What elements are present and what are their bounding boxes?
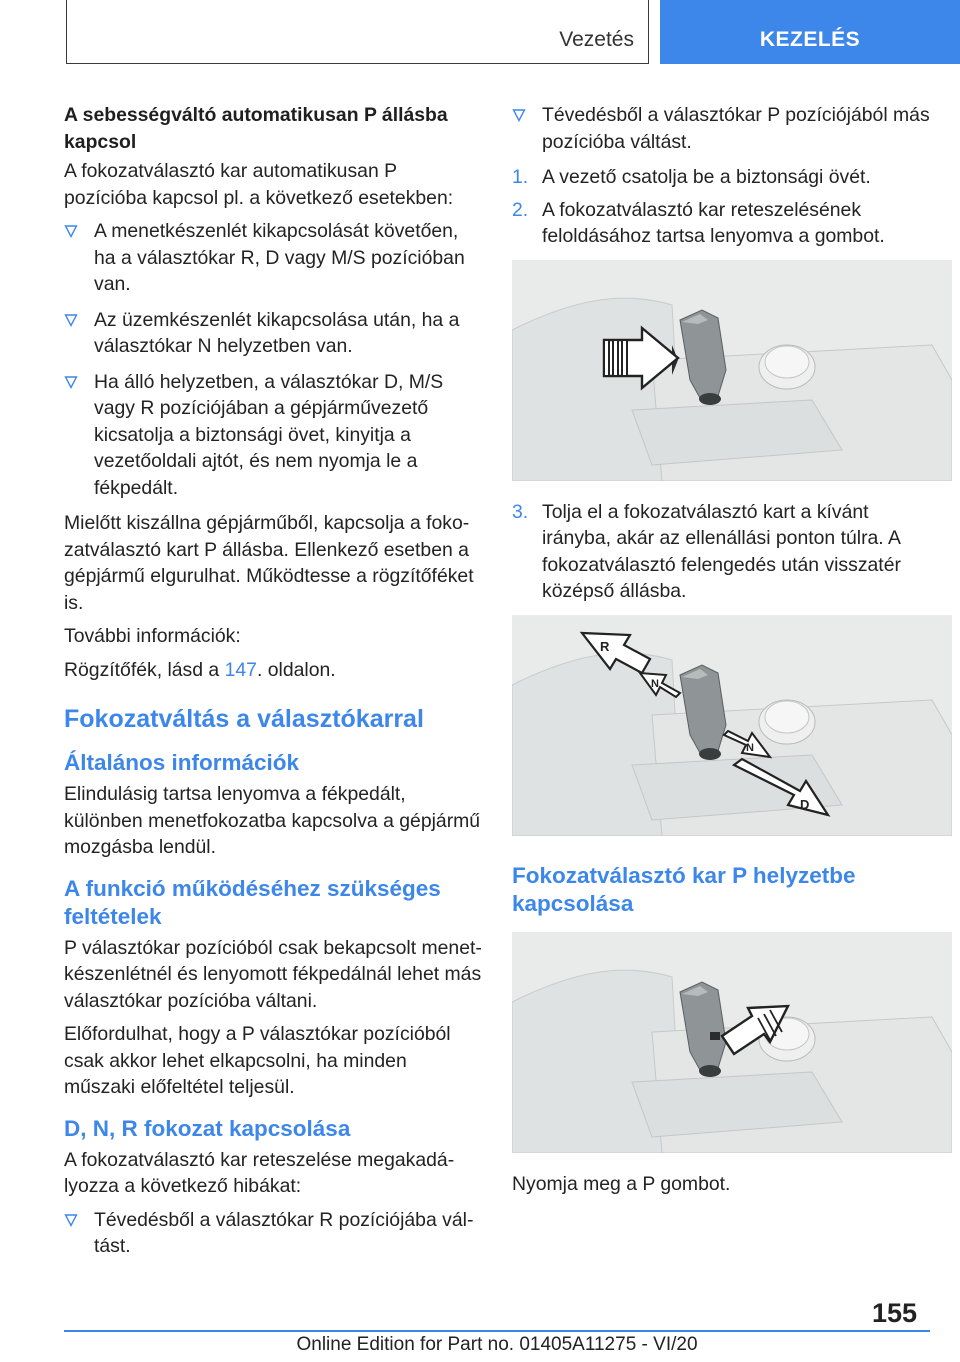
section-heading-p-position: Fokozatválasztó kar P helyzetbe kapcsolása	[512, 862, 856, 916]
step-item	[512, 197, 930, 250]
section-heading-prerequisites: A funkció működéséhez szükséges feltételek	[64, 875, 441, 929]
step-number: 3.	[512, 500, 529, 523]
steps-list-b	[512, 499, 930, 605]
figure-unlock-button	[512, 260, 952, 481]
figure-shift-directions	[512, 615, 952, 836]
section-heading-main: Fokozatváltás a választókarral	[64, 705, 424, 733]
steps-list-a	[512, 164, 930, 250]
auto-p-title: A sebességváltó automatikusan P állásba kapcsol	[64, 104, 448, 153]
left-column	[64, 102, 482, 1269]
dnr-text: A fokozatválasztó kar reteszelése megakadályozza a következő hibákat:	[64, 1148, 455, 1197]
list-item	[64, 1207, 482, 1260]
p-button-text: Nyomja meg a P gombot.	[512, 1172, 731, 1195]
label-d: D	[800, 796, 810, 812]
list-item-text: Ha álló helyzetben, a választókar D, M/S vagy R pozíciójában a gépjárművezető kicsatolja a biztonsági övet, kinyitja a vezetőoldali ajtót, és nem nyomja le a fékpedált.	[94, 370, 444, 499]
dnr-list-continued	[512, 102, 930, 155]
list-item-text: Tévedésből a választókar R pozíciójába váltást.	[94, 1208, 474, 1257]
list-item	[512, 102, 930, 155]
step-text: A fokozatválasztó kar reteszelésének feloldásához tartsa lenyomva a gombot.	[542, 198, 885, 247]
prerequisites-text-1: P választókar pozícióból csak bekapcsolt menetkészenlétnél és lenyomott fékpedálnál lehet más választókar pozícióba váltani.	[64, 936, 482, 1012]
footer-edition: Online Edition for Part no. 01405A11275 - VI/20	[296, 1334, 698, 1355]
triangle-bullet-icon	[512, 108, 526, 122]
gear-selector-unlock-illustration	[512, 260, 952, 481]
list-item	[64, 218, 482, 298]
header-chapter-label: KEZELÉS	[759, 28, 861, 51]
label-n-down: N	[746, 741, 754, 754]
triangle-bullet-icon	[64, 224, 78, 238]
header-chapter-tab[interactable]	[660, 0, 960, 64]
list-item	[64, 307, 482, 360]
list-item-text: A menetkészenlét kikapcsolását követően, ha a választókar R, D vagy M/S pozícióban van.	[94, 220, 465, 295]
step-text: Tolja el a fokozatválasztó kart a kívánt irányba, akár az ellenállási ponton túlra. A fokozatválasztó felengedés után visszatér középső állásba.	[542, 500, 901, 602]
footer-divider	[64, 1330, 930, 1332]
dnr-list	[64, 1207, 482, 1260]
auto-p-intro: A fokozatválasztó kar automatikusan P pozícióba kapcsol pl. a következő esetekben:	[64, 160, 454, 209]
step-number: 1.	[512, 166, 529, 188]
prerequisites-text-2: Előfordulhat, hogy a P választókar pozícióból csak akkor lehet elkapcsolni, ha minden műszaki előfeltétel teljesül.	[64, 1023, 451, 1098]
reference-page-link[interactable]: 147	[224, 658, 257, 681]
reference-suffix: . oldalon.	[256, 658, 336, 681]
list-item-text: Az üzemkészenlét kikapcsolása után, ha a választókar N helyzetben van.	[94, 308, 460, 357]
step-item	[512, 164, 930, 191]
reference-line	[64, 657, 482, 684]
list-item-text: Tévedésből a választókar P pozíciójából más pozícióba váltást.	[542, 104, 930, 153]
triangle-bullet-icon	[64, 375, 78, 389]
header-section-label: Vezetés	[559, 28, 634, 51]
right-column	[512, 102, 930, 1204]
section-heading-dnr: D, N, R fokozat kapcsolása	[64, 1115, 351, 1141]
label-r: R	[600, 638, 610, 654]
triangle-bullet-icon	[64, 1213, 78, 1227]
gear-selector-p-button-illustration	[512, 932, 952, 1153]
list-item	[64, 369, 482, 502]
auto-p-warning: Mielőtt kiszállna gépjárműből, kapcsolja a fokozatválasztó kart P állásba. Ellenkező esetben a gépjármű elgurulhat. Működtesse a rögzítőféket is.	[64, 512, 474, 614]
step-text: A vezető csatolja be a biztonsági övét.	[542, 166, 871, 188]
page-number: 155	[872, 1298, 918, 1328]
triangle-bullet-icon	[64, 313, 78, 327]
step-number: 2.	[512, 198, 529, 221]
auto-p-list	[64, 218, 482, 501]
header-section-tab	[66, 0, 649, 64]
more-info-label: További információk:	[64, 625, 241, 647]
general-text: Elindulásig tartsa lenyomva a fékpedált, különben menetfokozatba kapcsolva a gépjármű mozgásba lendül.	[64, 783, 481, 858]
gear-selector-directions-illustration	[512, 615, 952, 836]
figure-p-button	[512, 932, 952, 1153]
step-item	[512, 499, 930, 605]
section-heading-general: Általános információk	[64, 750, 300, 775]
label-n-up: N	[651, 677, 659, 690]
reference-prefix: Rögzítőfék, lásd a	[64, 658, 225, 681]
